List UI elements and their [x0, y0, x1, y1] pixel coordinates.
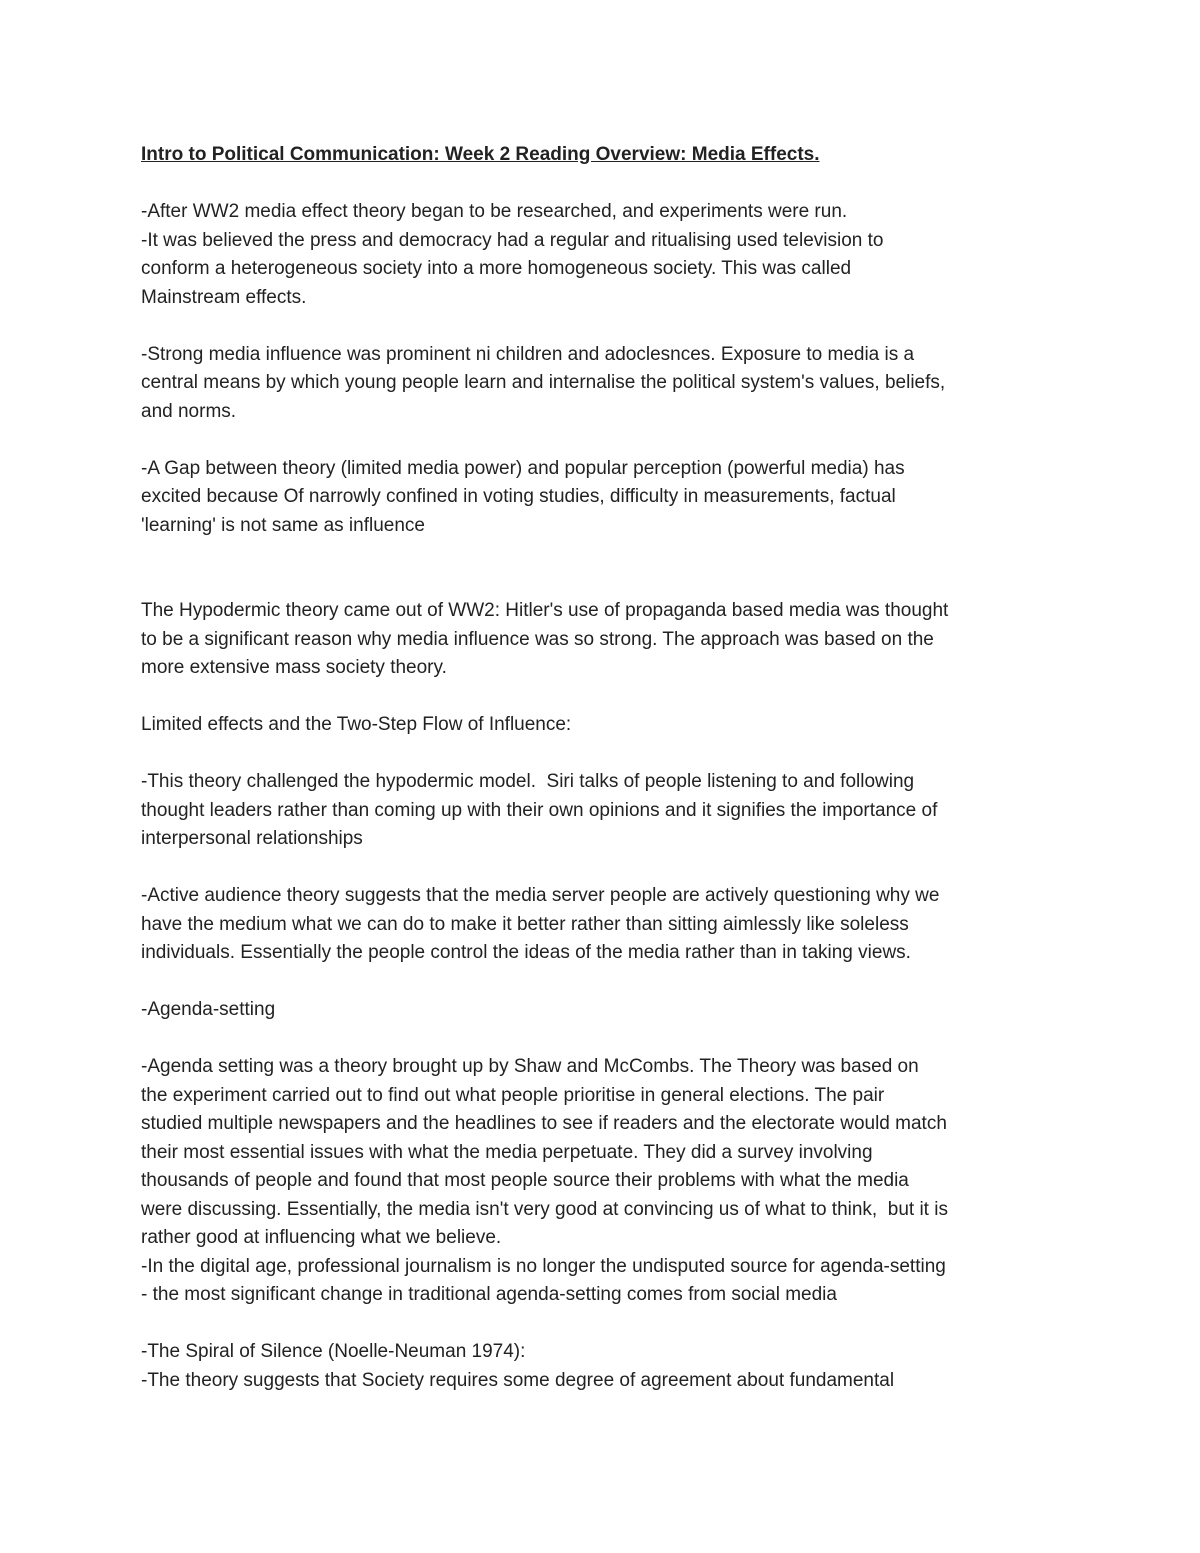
paragraph-two-step-flow	[141, 768, 1071, 854]
text-line: were discussing. Essentially, the media isn't very good at convincing us of what to think, but it is	[141, 1198, 948, 1220]
text-line: -Active audience theory suggests that the media server people are actively questioning why we	[141, 885, 940, 906]
text-line: -The theory suggests that Society requires some degree of agreement about fundamental	[141, 1369, 895, 1391]
text-line: thought leaders rather than coming up with their own opinions and it signifies the importance of	[141, 799, 938, 821]
spacer	[141, 968, 1071, 997]
spacer	[141, 170, 1071, 199]
spacer	[141, 1025, 1071, 1054]
text-line: thousands of people and found that most people source their problems with what the media	[141, 1170, 909, 1191]
text-line: -Agenda setting was a theory brought up by Shaw and McCombs. The Theory was based on	[141, 1056, 919, 1077]
paragraph-hypodermic-theory	[141, 597, 1071, 683]
spacer	[141, 426, 1071, 455]
text-line: individuals. Essentially the people control the ideas of the media rather than in taking views.	[141, 942, 911, 963]
text-line: rather good at influencing what we believe.	[141, 1227, 502, 1248]
section-heading-limited-effects	[141, 711, 1071, 740]
text-line: 'learning' is not same as influence	[141, 514, 425, 536]
spacer	[141, 854, 1071, 883]
document-title: Intro to Political Communication: Week 2 Reading Overview: Media Effects.	[141, 144, 820, 165]
section-heading-agenda-setting	[141, 996, 1071, 1025]
text-line: -Strong media influence was prominent ni children and adoclesnces. Exposure to media is a	[141, 343, 915, 365]
text-line: The Hypodermic theory came out of WW2: Hitler's use of propaganda based media was thought	[141, 600, 949, 621]
spacer	[141, 1310, 1071, 1339]
text-line: Mainstream effects.	[141, 286, 307, 308]
text-line: -Agenda-setting	[141, 999, 276, 1020]
spacer	[141, 312, 1071, 341]
paragraph-gap-theory	[141, 455, 1071, 541]
paragraph-strong-influence	[141, 341, 1071, 427]
spacer	[141, 683, 1071, 712]
paragraph-agenda-setting	[141, 1053, 1071, 1310]
text-line: studied multiple newspapers and the headlines to see if readers and the electorate would match	[141, 1113, 947, 1134]
paragraph-spiral-of-silence	[141, 1338, 1071, 1395]
spacer	[141, 540, 1071, 597]
spacer	[141, 740, 1071, 769]
text-line: -In the digital age, professional journalism is no longer the undisputed source for agenda-setting	[141, 1255, 946, 1277]
text-line: and norms.	[141, 400, 237, 422]
text-line: their most essential issues with what the media perpetuate. They did a survey involving	[141, 1141, 873, 1163]
text-line: -After WW2 media effect theory began to be researched, and experiments were run.	[141, 201, 848, 222]
text-line: to be a significant reason why media influence was so strong. The approach was based on the	[141, 628, 934, 650]
paragraph-active-audience	[141, 882, 1071, 968]
text-line: central means by which young people learn and internalise the political system's values, beliefs,	[141, 372, 946, 393]
text-line: -This theory challenged the hypodermic model. Siri talks of people listening to and following	[141, 771, 915, 792]
text-line: Limited effects and the Two-Step Flow of Influence:	[141, 714, 572, 735]
text-line: conform a heterogeneous society into a more homogeneous society. This was called	[141, 258, 852, 279]
text-line: - the most significant change in traditional agenda-setting comes from social media	[141, 1284, 837, 1305]
text-line: -A Gap between theory (limited media power) and popular perception (powerful media) has	[141, 457, 905, 479]
text-line: -The Spiral of Silence (Noelle-Neuman 1974):	[141, 1341, 526, 1362]
text-line: the experiment carried out to find out what people prioritise in general elections. The pair	[141, 1084, 885, 1106]
paragraph-post-war-research	[141, 198, 1071, 312]
text-line: interpersonal relationships	[141, 828, 363, 849]
text-line: more extensive mass society theory.	[141, 657, 447, 678]
text-line: -It was believed the press and democracy had a regular and ritualising used television to	[141, 229, 884, 251]
text-line: excited because Of narrowly confined in voting studies, difficulty in measurements, factual	[141, 486, 896, 507]
document-body	[141, 141, 1071, 1395]
text-line: have the medium what we can do to make it better rather than sitting aimlessly like soleless	[141, 913, 909, 935]
